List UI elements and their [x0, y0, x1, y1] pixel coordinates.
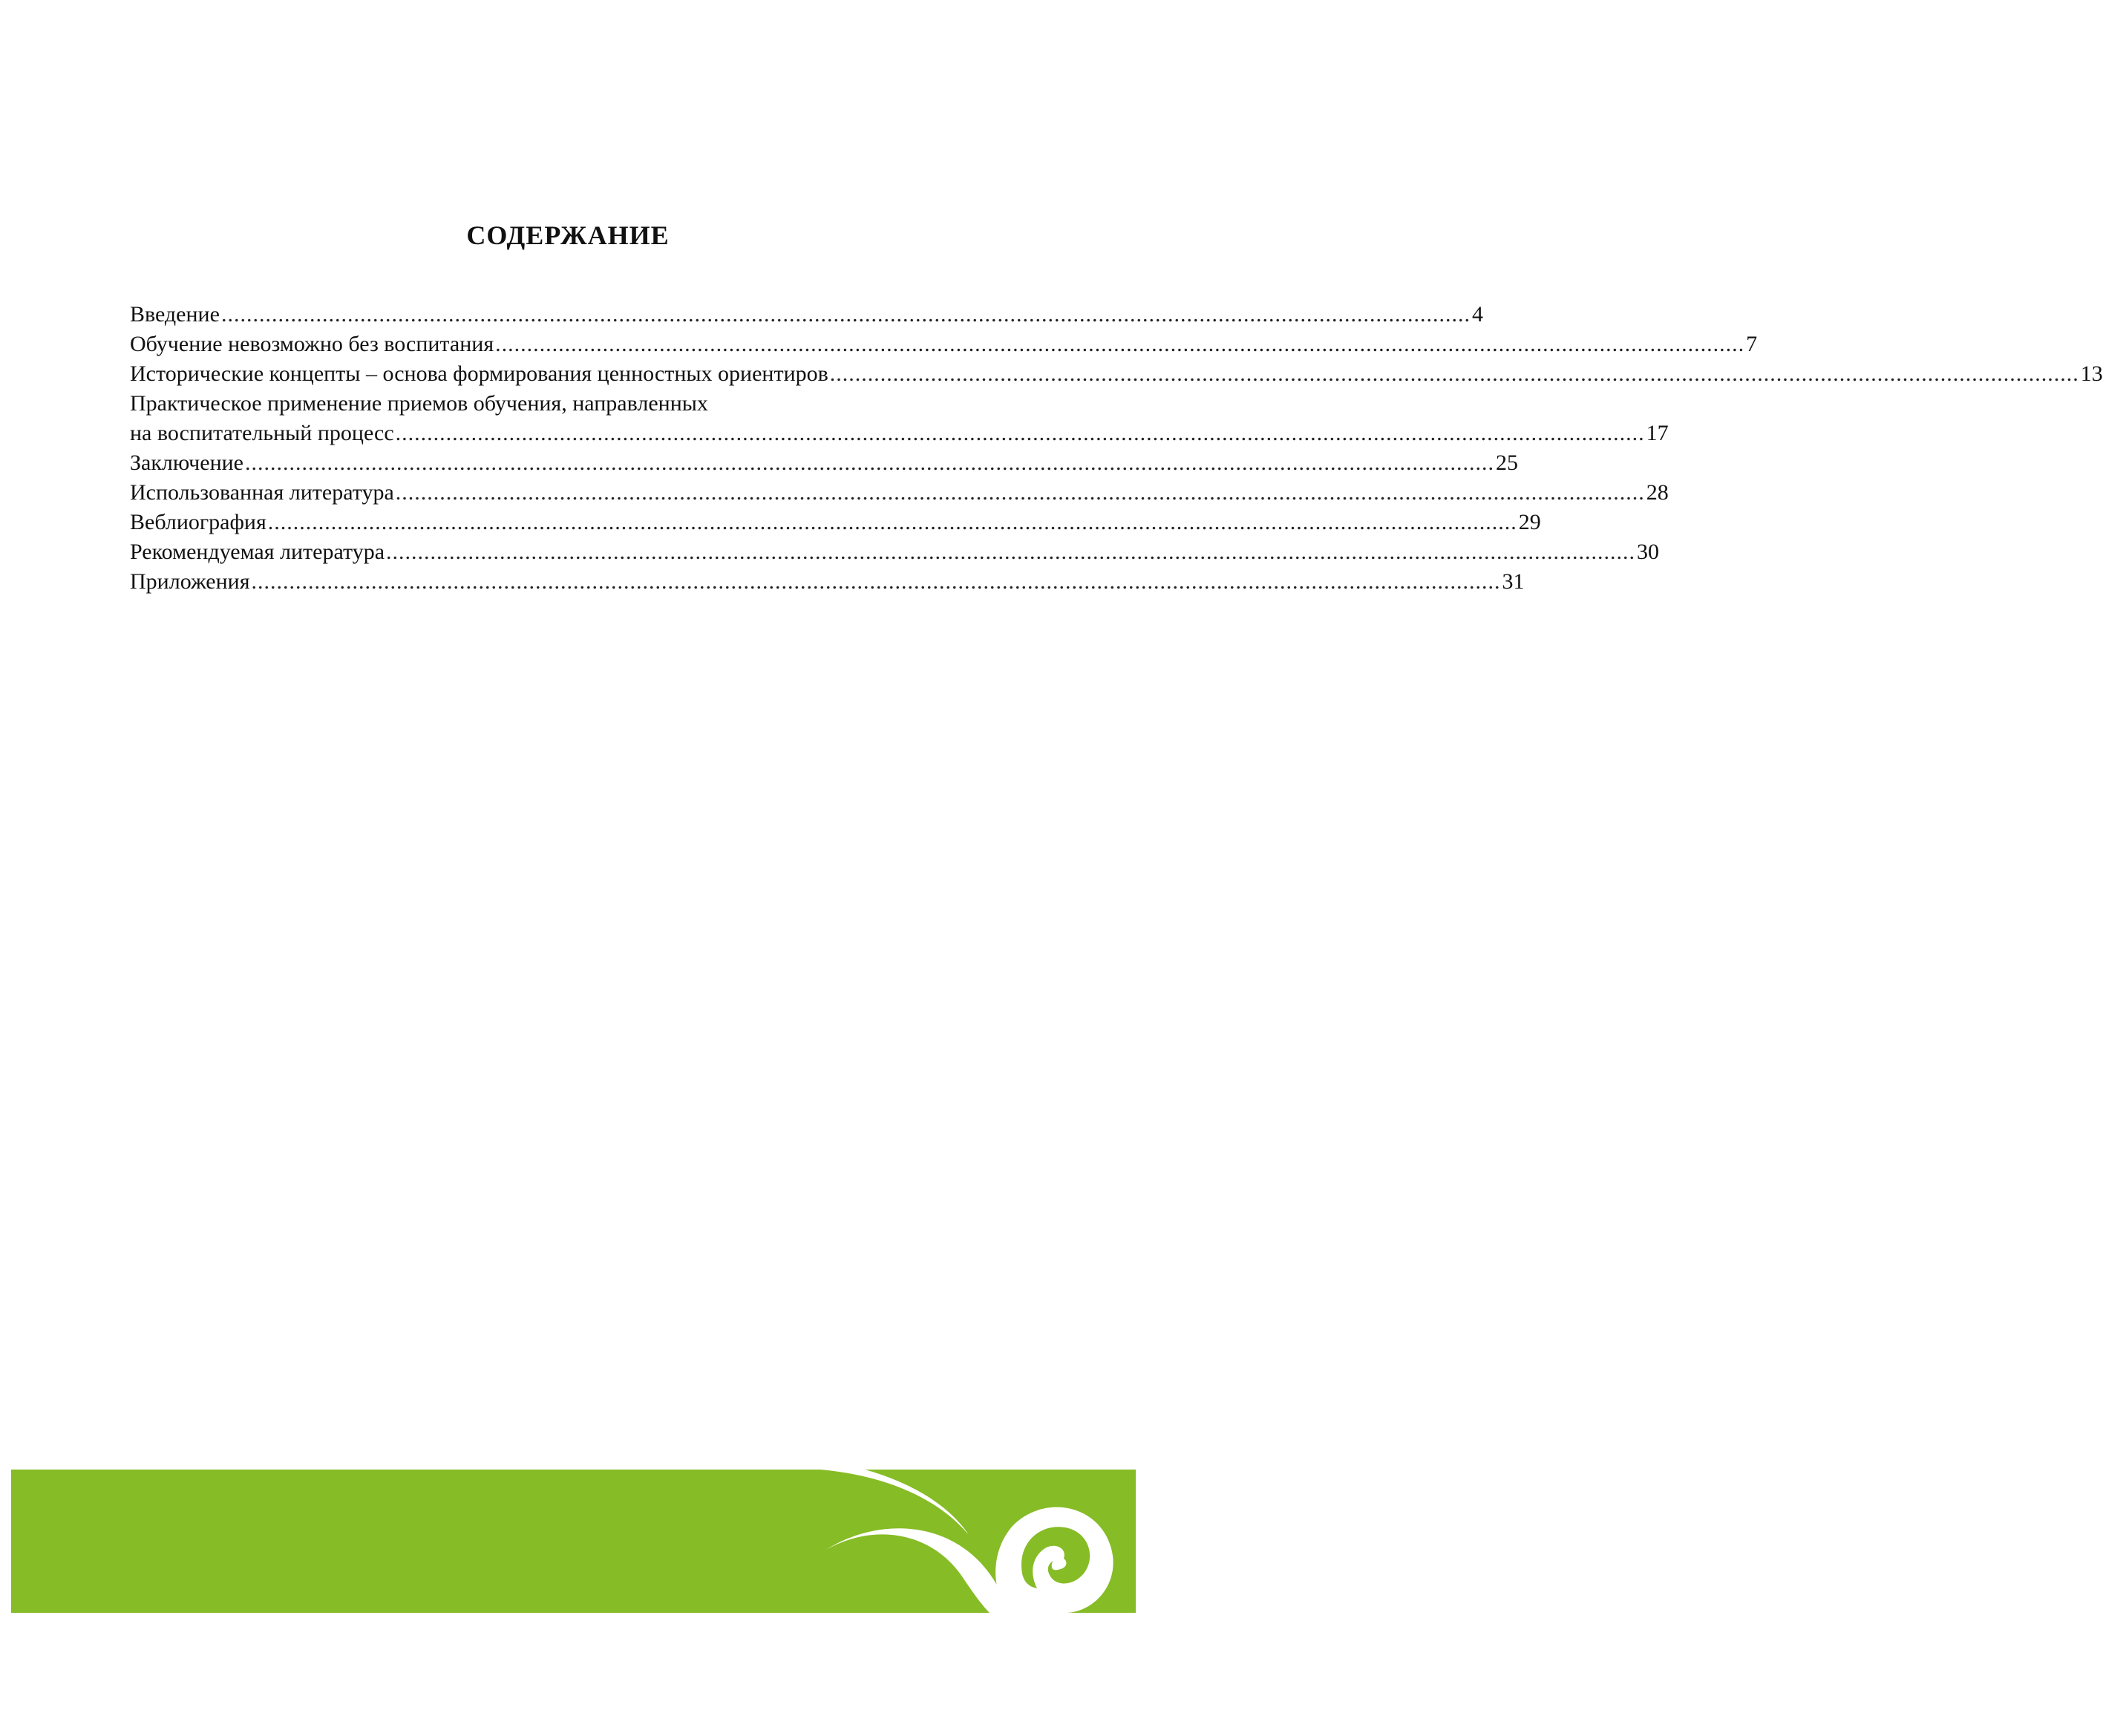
toc-leader-dots: ...................................................................................................................................................................................................... — [386, 540, 1636, 564]
decorative-green-band — [11, 1470, 1136, 1613]
toc-page-number: 28 — [1646, 480, 1669, 505]
toc-entry-learning[interactable] — [130, 330, 1758, 359]
toc-entry-references[interactable] — [130, 478, 1669, 508]
green-band-fill — [11, 1470, 1136, 1613]
toc-leader-dots: ...................................................................................................................................................................................................... — [395, 421, 1645, 445]
toc-entry-label-line1: Практическое применение приемов обучения, направленных — [130, 391, 708, 416]
toc-entry-label: Рекомендуемая литература — [130, 540, 385, 564]
toc-entry-label: Исторические концепты – основа формирования ценностных ориентиров — [130, 361, 828, 386]
toc-entry-label: Использованная литература — [130, 480, 394, 505]
toc-entry-introduction[interactable] — [130, 300, 1483, 330]
toc-page-number: 29 — [1518, 510, 1541, 534]
toc-leader-dots: ...................................................................................................................................................................................................... — [245, 451, 1494, 475]
toc-entry-label: Заключение — [130, 451, 243, 475]
toc-entry-label: Приложения — [130, 569, 250, 594]
toc-entry-label: на воспитательный процесс — [130, 421, 394, 445]
toc-entry-webliography[interactable] — [130, 508, 1541, 537]
toc-leader-dots: ...................................................................................................................................................................................................... — [267, 510, 1517, 534]
toc-leader-dots: ...................................................................................................................................................................................................... — [395, 480, 1645, 505]
table-of-contents — [130, 300, 2103, 597]
toc-entry-practical-application[interactable] — [130, 389, 1669, 448]
toc-entry-label: Обучение невозможно без воспитания — [130, 332, 494, 356]
page-title: СОДЕРЖАНИЕ — [466, 220, 670, 250]
toc-page-number: 25 — [1496, 451, 1518, 475]
toc-page-number: 13 — [2080, 361, 2103, 386]
toc-entry-appendices[interactable] — [130, 567, 1525, 597]
toc-page-number: 31 — [1502, 569, 1525, 594]
toc-leader-dots: ...................................................................................................................................................................................................... — [251, 569, 1501, 594]
toc-entry-label: Веблиография — [130, 510, 266, 534]
toc-entry-historical-concepts[interactable] — [130, 359, 2103, 389]
toc-entry-conclusion[interactable] — [130, 448, 1518, 478]
toc-page-number: 17 — [1646, 421, 1669, 445]
toc-page-number: 30 — [1637, 540, 1660, 564]
toc-page-number: 7 — [1746, 332, 1758, 356]
toc-leader-dots: ...................................................................................................................................................................................................... — [220, 302, 1471, 327]
toc-leader-dots: ...................................................................................................................................................................................................... — [829, 361, 2079, 386]
toc-leader-dots: ...................................................................................................................................................................................................... — [495, 332, 1745, 356]
toc-entry-label: Введение — [130, 302, 220, 327]
toc-page-number: 4 — [1471, 302, 1483, 327]
toc-entry-recommended-reading[interactable] — [130, 537, 1660, 567]
